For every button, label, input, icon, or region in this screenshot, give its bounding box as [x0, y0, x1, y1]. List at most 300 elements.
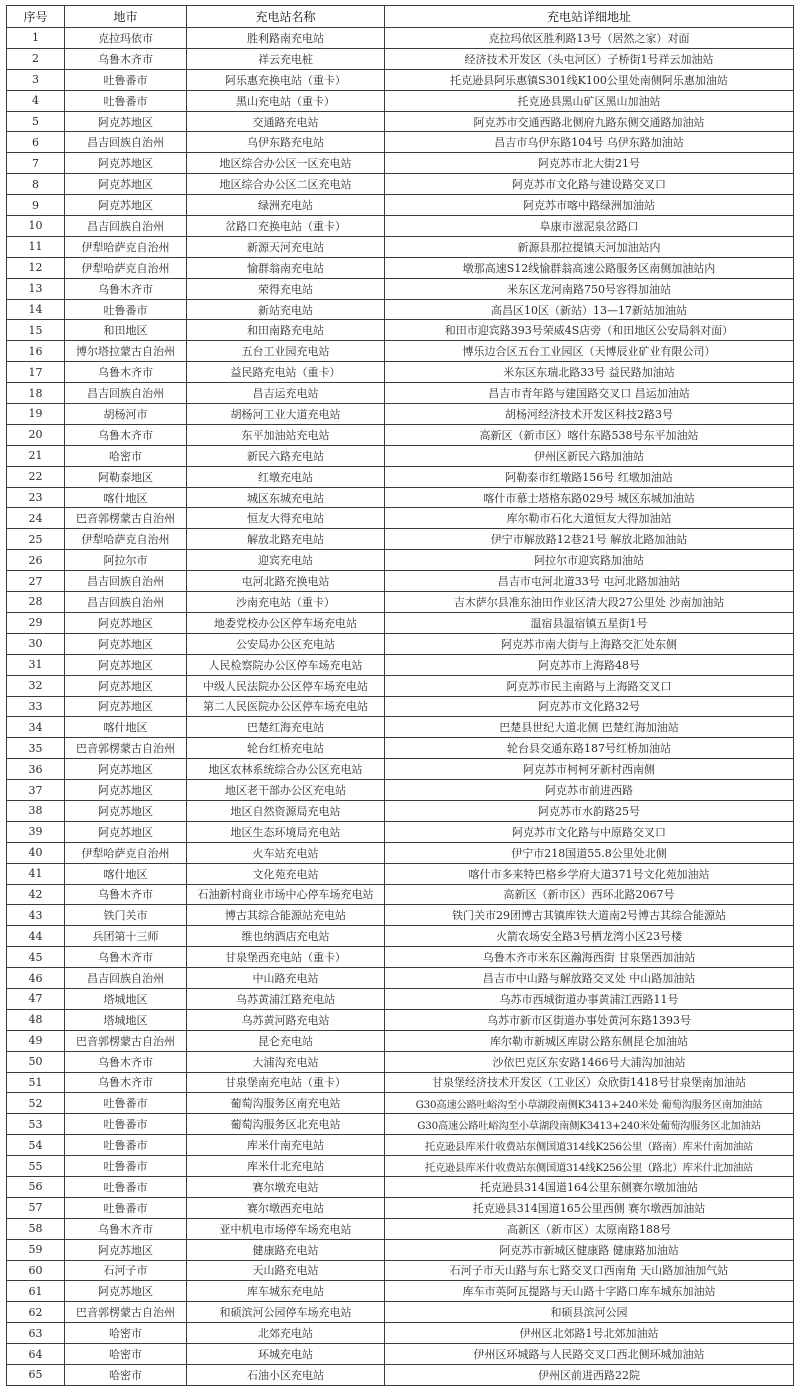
- cell-station-address: 昌吉市乌伊东路104号 乌伊东路加油站: [385, 132, 794, 153]
- table-row: [7, 550, 794, 571]
- table-row: [7, 487, 794, 508]
- cell-index: 62: [7, 1302, 65, 1323]
- cell-station-address: 阿克苏市新城区健康路 健康路加油站: [385, 1239, 794, 1260]
- cell-city: 巴音郭楞蒙古自治州: [65, 1030, 187, 1051]
- cell-city: 阿克苏地区: [65, 759, 187, 780]
- cell-station-name: 新源天河充电站: [187, 236, 385, 257]
- table-row: [7, 612, 794, 633]
- table-row: [7, 717, 794, 738]
- cell-station-name: 胡杨河工业大道充电站: [187, 404, 385, 425]
- table-row: [7, 195, 794, 216]
- table-row: [7, 1135, 794, 1156]
- cell-index: 7: [7, 153, 65, 174]
- table-row: [7, 383, 794, 404]
- table-row: [7, 759, 794, 780]
- cell-city: 吐鲁番市: [65, 1093, 187, 1114]
- cell-station-address: 阿拉尔市迎宾路加油站: [385, 550, 794, 571]
- cell-city: 阿勒泰地区: [65, 466, 187, 487]
- cell-station-address: 昌吉市屯河北道33号 屯河北路加油站: [385, 571, 794, 592]
- cell-index: 2: [7, 48, 65, 69]
- cell-station-name: 阿乐惠充换电站（重卡）: [187, 69, 385, 90]
- cell-station-address: 胡杨河经济技术开发区科技2路3号: [385, 404, 794, 425]
- cell-city: 阿克苏地区: [65, 654, 187, 675]
- cell-index: 41: [7, 863, 65, 884]
- cell-station-name: 赛尔墩西充电站: [187, 1197, 385, 1218]
- cell-station-name: 和田南路充电站: [187, 320, 385, 341]
- cell-station-address: 喀什市慕士塔格东路029号 城区东城加油站: [385, 487, 794, 508]
- cell-station-address: 米东区龙河南路750号容得加油站: [385, 278, 794, 299]
- cell-station-name: 迎宾充电站: [187, 550, 385, 571]
- cell-index: 53: [7, 1114, 65, 1135]
- cell-station-name: 火车站充电站: [187, 842, 385, 863]
- cell-city: 塔城地区: [65, 988, 187, 1009]
- cell-station-address: 克拉玛依区胜利路13号（居然之家）对面: [385, 28, 794, 49]
- cell-city: 阿克苏地区: [65, 821, 187, 842]
- table-row: [7, 842, 794, 863]
- cell-station-address: 阿克苏市文化路与中原路交叉口: [385, 821, 794, 842]
- cell-station-name: 第二人民医院办公区停车场充电站: [187, 696, 385, 717]
- cell-station-address: 库尔勒市石化大道恒友大得加油站: [385, 508, 794, 529]
- cell-city: 博尔塔拉蒙古自治州: [65, 341, 187, 362]
- table-row: [7, 926, 794, 947]
- cell-city: 伊犁哈萨克自治州: [65, 236, 187, 257]
- cell-station-address: 阿克苏市喀中路绿洲加油站: [385, 195, 794, 216]
- cell-index: 1: [7, 28, 65, 49]
- table-row: [7, 863, 794, 884]
- table-row: [7, 821, 794, 842]
- cell-city: 乌鲁木齐市: [65, 362, 187, 383]
- cell-station-name: 红墩充电站: [187, 466, 385, 487]
- cell-station-address: 阿克苏市南大街与上海路交汇处东侧: [385, 633, 794, 654]
- table-row: [7, 800, 794, 821]
- cell-station-address: 和硕县滨河公园: [385, 1302, 794, 1323]
- table-row: [7, 571, 794, 592]
- cell-index: 18: [7, 383, 65, 404]
- table-row: [7, 48, 794, 69]
- cell-city: 阿克苏地区: [65, 612, 187, 633]
- cell-station-name: 昌吉运充电站: [187, 383, 385, 404]
- cell-station-name: 解放北路充电站: [187, 529, 385, 550]
- cell-city: 哈密市: [65, 445, 187, 466]
- cell-index: 63: [7, 1323, 65, 1344]
- table-row: [7, 1218, 794, 1239]
- cell-city: 乌鲁木齐市: [65, 1218, 187, 1239]
- cell-index: 21: [7, 445, 65, 466]
- cell-index: 64: [7, 1344, 65, 1365]
- table-row: [7, 341, 794, 362]
- cell-station-address: 乌苏市西城街道办事黄浦江西路11号: [385, 988, 794, 1009]
- cell-station-name: 沙南充电站（重卡）: [187, 592, 385, 613]
- cell-station-name: 地区综合办公区二区充电站: [187, 174, 385, 195]
- cell-city: 阿克苏地区: [65, 174, 187, 195]
- cell-station-name: 地区生态环境局充电站: [187, 821, 385, 842]
- cell-station-address: G30高速公路吐峪沟至小草湖段南侧K3413+240米处葡萄沟服务区北加油站: [385, 1114, 794, 1135]
- cell-station-address: 托克逊县阿乐惠镇S301线K100公里处南侧阿乐惠加油站: [385, 69, 794, 90]
- cell-index: 23: [7, 487, 65, 508]
- cell-station-address: 阿勒泰市红墩路156号 红墩加油站: [385, 466, 794, 487]
- cell-city: 阿克苏地区: [65, 195, 187, 216]
- table-row: [7, 320, 794, 341]
- header-row: [7, 6, 794, 28]
- cell-station-address: 阿克苏市前进西路: [385, 780, 794, 801]
- cell-city: 喀什地区: [65, 487, 187, 508]
- cell-station-name: 乌伊东路充电站: [187, 132, 385, 153]
- cell-station-address: 和田市迎宾路393号荣威4S店旁（和田地区公安局斜对面）: [385, 320, 794, 341]
- table-row: [7, 675, 794, 696]
- cell-station-name: 城区东城充电站: [187, 487, 385, 508]
- cell-index: 11: [7, 236, 65, 257]
- cell-city: 阿克苏地区: [65, 111, 187, 132]
- cell-index: 59: [7, 1239, 65, 1260]
- cell-index: 45: [7, 947, 65, 968]
- cell-station-address: 伊宁市解放路12巷21号 解放北路加油站: [385, 529, 794, 550]
- cell-city: 乌鲁木齐市: [65, 1051, 187, 1072]
- cell-index: 65: [7, 1365, 65, 1386]
- cell-station-name: 库车城东充电站: [187, 1281, 385, 1302]
- cell-city: 哈密市: [65, 1344, 187, 1365]
- cell-station-name: 昆仑充电站: [187, 1030, 385, 1051]
- cell-city: 吐鲁番市: [65, 1114, 187, 1135]
- cell-city: 乌鲁木齐市: [65, 278, 187, 299]
- table-row: [7, 69, 794, 90]
- table-row: [7, 299, 794, 320]
- cell-city: 兵团第十三师: [65, 926, 187, 947]
- cell-station-name: 黑山充电站（重卡）: [187, 90, 385, 111]
- cell-station-name: 甘泉堡西充电站（重卡）: [187, 947, 385, 968]
- cell-station-address: 阿克苏市上海路48号: [385, 654, 794, 675]
- cell-index: 31: [7, 654, 65, 675]
- table-row: [7, 1260, 794, 1281]
- table-row: [7, 968, 794, 989]
- cell-city: 阿克苏地区: [65, 1281, 187, 1302]
- table-row: [7, 362, 794, 383]
- cell-station-name: 博古其综合能源站充电站: [187, 905, 385, 926]
- cell-station-address: 伊宁市218国道55.8公里处北侧: [385, 842, 794, 863]
- cell-city: 克拉玛依市: [65, 28, 187, 49]
- cell-station-name: 荣得充电站: [187, 278, 385, 299]
- table-row: [7, 654, 794, 675]
- table-row: [7, 445, 794, 466]
- table-row: [7, 404, 794, 425]
- cell-station-name: 胜利路南充电站: [187, 28, 385, 49]
- cell-index: 60: [7, 1260, 65, 1281]
- cell-city: 阿克苏地区: [65, 153, 187, 174]
- cell-index: 22: [7, 466, 65, 487]
- cell-station-name: 愉群翁南充电站: [187, 257, 385, 278]
- table-row: [7, 236, 794, 257]
- cell-station-name: 屯河北路充换电站: [187, 571, 385, 592]
- table-row: [7, 1323, 794, 1344]
- table-row: [7, 1114, 794, 1135]
- cell-index: 5: [7, 111, 65, 132]
- cell-station-address: 托克逊县库米什收费站东侧国道314线K256公里（路北）库米什北加油站: [385, 1156, 794, 1177]
- table-row: [7, 174, 794, 195]
- cell-station-address: 昌吉市中山路与解放路交叉处 中山路加油站: [385, 968, 794, 989]
- table-body: [7, 28, 794, 1386]
- header-city: 地市: [65, 6, 187, 28]
- table-row: [7, 508, 794, 529]
- cell-station-address: 巴楚县世纪大道北侧 巴楚红海加油站: [385, 717, 794, 738]
- cell-city: 吐鲁番市: [65, 69, 187, 90]
- cell-station-address: 伊州区环城路与人民路交叉口西北侧环城加油站: [385, 1344, 794, 1365]
- cell-index: 4: [7, 90, 65, 111]
- cell-city: 伊犁哈萨克自治州: [65, 842, 187, 863]
- cell-city: 吐鲁番市: [65, 1197, 187, 1218]
- cell-index: 3: [7, 69, 65, 90]
- cell-city: 伊犁哈萨克自治州: [65, 257, 187, 278]
- cell-station-name: 祥云充电桩: [187, 48, 385, 69]
- cell-city: 铁门关市: [65, 905, 187, 926]
- table-header: [7, 6, 794, 28]
- cell-index: 27: [7, 571, 65, 592]
- cell-city: 乌鲁木齐市: [65, 48, 187, 69]
- table-row: [7, 111, 794, 132]
- cell-station-address: 昌吉市青年路与建国路交叉口 昌运加油站: [385, 383, 794, 404]
- charging-station-table: [6, 5, 794, 1386]
- cell-station-address: 伊州区北郊路1号北郊加油站: [385, 1323, 794, 1344]
- cell-station-address: 阿克苏市水韵路25号: [385, 800, 794, 821]
- cell-station-name: 岔路口充换电站（重卡）: [187, 216, 385, 237]
- cell-station-address: 吉木萨尔县准东油田作业区清大段27公里处 沙南加油站: [385, 592, 794, 613]
- cell-index: 19: [7, 404, 65, 425]
- cell-station-name: 葡萄沟服务区北充电站: [187, 1114, 385, 1135]
- cell-station-name: 巴楚红海充电站: [187, 717, 385, 738]
- table-row: [7, 780, 794, 801]
- cell-station-address: 博乐边合区五台工业园区（天博辰业矿业有限公司）: [385, 341, 794, 362]
- cell-city: 昌吉回族自治州: [65, 132, 187, 153]
- cell-index: 36: [7, 759, 65, 780]
- cell-station-address: 高新区（新市区）喀什东路538号东平加油站: [385, 424, 794, 445]
- cell-index: 16: [7, 341, 65, 362]
- cell-station-name: 赛尔墩充电站: [187, 1176, 385, 1197]
- cell-station-address: 高新区（新市区）太原南路188号: [385, 1218, 794, 1239]
- cell-city: 喀什地区: [65, 863, 187, 884]
- cell-station-address: 伊州区前进西路22院: [385, 1365, 794, 1386]
- table-row: [7, 466, 794, 487]
- cell-station-name: 地区自然资源局充电站: [187, 800, 385, 821]
- table-row: [7, 884, 794, 905]
- cell-index: 28: [7, 592, 65, 613]
- cell-index: 49: [7, 1030, 65, 1051]
- cell-station-name: 交通路充电站: [187, 111, 385, 132]
- cell-index: 50: [7, 1051, 65, 1072]
- cell-index: 13: [7, 278, 65, 299]
- cell-index: 58: [7, 1218, 65, 1239]
- table-row: [7, 153, 794, 174]
- cell-city: 巴音郭楞蒙古自治州: [65, 738, 187, 759]
- cell-index: 14: [7, 299, 65, 320]
- cell-station-name: 环城充电站: [187, 1344, 385, 1365]
- cell-index: 43: [7, 905, 65, 926]
- cell-station-address: 托克逊县314国道164公里东侧赛尔墩加油站: [385, 1176, 794, 1197]
- cell-index: 57: [7, 1197, 65, 1218]
- cell-city: 吐鲁番市: [65, 1156, 187, 1177]
- table-row: [7, 1072, 794, 1093]
- cell-station-address: 铁门关市29团博古其镇库铁大道南2号博古其综合能源站: [385, 905, 794, 926]
- cell-station-address: 托克逊县库米什收费站东侧国道314线K256公里（路南）库米什南加油站: [385, 1135, 794, 1156]
- cell-station-address: 火箭农场安全路3号栖龙湾小区23号楼: [385, 926, 794, 947]
- cell-index: 56: [7, 1176, 65, 1197]
- table-row: [7, 738, 794, 759]
- cell-station-name: 新站充电站: [187, 299, 385, 320]
- cell-station-address: 阜康市滋泥泉岔路口: [385, 216, 794, 237]
- cell-station-name: 地委党校办公区停车场充电站: [187, 612, 385, 633]
- cell-index: 55: [7, 1156, 65, 1177]
- cell-index: 26: [7, 550, 65, 571]
- header-index: 序号: [7, 6, 65, 28]
- cell-station-name: 葡萄沟服务区南充电站: [187, 1093, 385, 1114]
- cell-station-address: 库尔勒市新城区库尉公路东侧昆仑加油站: [385, 1030, 794, 1051]
- cell-city: 阿克苏地区: [65, 800, 187, 821]
- cell-city: 吐鲁番市: [65, 1176, 187, 1197]
- table-row: [7, 216, 794, 237]
- cell-station-address: 阿克苏市文化路32号: [385, 696, 794, 717]
- cell-station-address: 高昌区10区（新站）13—17新站加油站: [385, 299, 794, 320]
- cell-index: 6: [7, 132, 65, 153]
- cell-index: 47: [7, 988, 65, 1009]
- cell-index: 17: [7, 362, 65, 383]
- cell-city: 乌鲁木齐市: [65, 947, 187, 968]
- cell-city: 喀什地区: [65, 717, 187, 738]
- cell-station-name: 石油小区充电站: [187, 1365, 385, 1386]
- cell-index: 44: [7, 926, 65, 947]
- table-row: [7, 1093, 794, 1114]
- cell-city: 昌吉回族自治州: [65, 571, 187, 592]
- cell-station-name: 甘泉堡南充电站（重卡）: [187, 1072, 385, 1093]
- cell-city: 吐鲁番市: [65, 90, 187, 111]
- cell-city: 昌吉回族自治州: [65, 592, 187, 613]
- cell-city: 阿拉尔市: [65, 550, 187, 571]
- table-row: [7, 947, 794, 968]
- cell-index: 54: [7, 1135, 65, 1156]
- cell-city: 阿克苏地区: [65, 633, 187, 654]
- cell-station-name: 地区农林系统综合办公区充电站: [187, 759, 385, 780]
- table-row: [7, 1365, 794, 1386]
- header-station-address: 充电站详细地址: [385, 6, 794, 28]
- cell-city: 乌鲁木齐市: [65, 1072, 187, 1093]
- cell-station-address: 石河子市天山路与东七路交叉口西南角 天山路加油加气站: [385, 1260, 794, 1281]
- cell-station-address: 温宿县温宿镇五星街1号: [385, 612, 794, 633]
- table-row: [7, 278, 794, 299]
- cell-city: 哈密市: [65, 1365, 187, 1386]
- cell-index: 12: [7, 257, 65, 278]
- cell-station-name: 东平加油站充电站: [187, 424, 385, 445]
- cell-index: 51: [7, 1072, 65, 1093]
- cell-station-name: 库米什北充电站: [187, 1156, 385, 1177]
- cell-station-address: 阿克苏市交通西路北侧府九路东侧交通路加油站: [385, 111, 794, 132]
- table-row: [7, 905, 794, 926]
- cell-index: 30: [7, 633, 65, 654]
- cell-station-address: 乌苏市新市区街道办事处黄河东路1393号: [385, 1009, 794, 1030]
- cell-station-address: 墩那高速S12线愉群翁高速公路服务区南侧加油站内: [385, 257, 794, 278]
- cell-index: 9: [7, 195, 65, 216]
- table-row: [7, 1009, 794, 1030]
- cell-station-name: 天山路充电站: [187, 1260, 385, 1281]
- cell-index: 34: [7, 717, 65, 738]
- cell-index: 52: [7, 1093, 65, 1114]
- cell-station-address: 托克逊县黑山矿区黑山加油站: [385, 90, 794, 111]
- cell-station-address: 高新区（新市区）西环北路2067号: [385, 884, 794, 905]
- cell-station-name: 健康路充电站: [187, 1239, 385, 1260]
- cell-station-name: 绿洲充电站: [187, 195, 385, 216]
- cell-station-address: 米东区东瑞北路33号 益民路加油站: [385, 362, 794, 383]
- cell-index: 25: [7, 529, 65, 550]
- cell-city: 巴音郭楞蒙古自治州: [65, 508, 187, 529]
- cell-index: 39: [7, 821, 65, 842]
- table-row: [7, 1051, 794, 1072]
- cell-station-address: 轮台县交通东路187号红桥加油站: [385, 738, 794, 759]
- cell-station-name: 五台工业园充电站: [187, 341, 385, 362]
- cell-station-name: 公安局办公区充电站: [187, 633, 385, 654]
- table-row: [7, 28, 794, 49]
- table-row: [7, 696, 794, 717]
- cell-station-name: 人民检察院办公区停车场充电站: [187, 654, 385, 675]
- cell-city: 昌吉回族自治州: [65, 383, 187, 404]
- cell-station-name: 益民路充电站（重卡）: [187, 362, 385, 383]
- cell-station-name: 库米什南充电站: [187, 1135, 385, 1156]
- cell-station-address: 库车市英阿瓦提路与天山路十字路口库车城东加油站: [385, 1281, 794, 1302]
- cell-station-address: 伊州区新民六路加油站: [385, 445, 794, 466]
- cell-station-address: 阿克苏市北大街21号: [385, 153, 794, 174]
- cell-station-name: 中级人民法院办公区停车场充电站: [187, 675, 385, 696]
- cell-index: 15: [7, 320, 65, 341]
- cell-city: 伊犁哈萨克自治州: [65, 529, 187, 550]
- cell-station-address: 阿克苏市文化路与建设路交叉口: [385, 174, 794, 195]
- table-row: [7, 633, 794, 654]
- table-row: [7, 1281, 794, 1302]
- cell-city: 塔城地区: [65, 1009, 187, 1030]
- cell-station-name: 大浦沟充电站: [187, 1051, 385, 1072]
- cell-station-address: 经济技术开发区（头屯河区）子桥街1号祥云加油站: [385, 48, 794, 69]
- cell-index: 35: [7, 738, 65, 759]
- table-row: [7, 1302, 794, 1323]
- cell-station-name: 地区老干部办公区充电站: [187, 780, 385, 801]
- cell-index: 42: [7, 884, 65, 905]
- header-station-name: 充电站名称: [187, 6, 385, 28]
- cell-station-address: 阿克苏市柯柯牙新村西南侧: [385, 759, 794, 780]
- cell-station-name: 乌苏黄河路充电站: [187, 1009, 385, 1030]
- cell-city: 乌鲁木齐市: [65, 884, 187, 905]
- table-row: [7, 1197, 794, 1218]
- cell-station-address: G30高速公路吐峪沟至小草湖段南侧K3413+240米处 葡萄沟服务区南加油站: [385, 1093, 794, 1114]
- table-row: [7, 988, 794, 1009]
- cell-index: 61: [7, 1281, 65, 1302]
- cell-index: 32: [7, 675, 65, 696]
- table-row: [7, 424, 794, 445]
- cell-station-address: 乌鲁木齐市米东区瀚海西街 甘泉堡西加油站: [385, 947, 794, 968]
- cell-index: 46: [7, 968, 65, 989]
- table-row: [7, 1344, 794, 1365]
- cell-station-address: 阿克苏市民主南路与上海路交叉口: [385, 675, 794, 696]
- cell-station-address: 沙依巴克区东安路1466号大浦沟加油站: [385, 1051, 794, 1072]
- cell-index: 40: [7, 842, 65, 863]
- cell-index: 24: [7, 508, 65, 529]
- cell-city: 和田地区: [65, 320, 187, 341]
- table-row: [7, 1030, 794, 1051]
- cell-index: 37: [7, 780, 65, 801]
- cell-index: 38: [7, 800, 65, 821]
- cell-city: 乌鲁木齐市: [65, 424, 187, 445]
- cell-station-address: 喀什市多来特巴格乡学府大道371号文化苑加油站: [385, 863, 794, 884]
- cell-station-name: 中山路充电站: [187, 968, 385, 989]
- table-row: [7, 90, 794, 111]
- cell-station-name: 维也纳酒店充电站: [187, 926, 385, 947]
- cell-city: 石河子市: [65, 1260, 187, 1281]
- cell-index: 48: [7, 1009, 65, 1030]
- cell-city: 昌吉回族自治州: [65, 216, 187, 237]
- cell-city: 阿克苏地区: [65, 675, 187, 696]
- table-row: [7, 1239, 794, 1260]
